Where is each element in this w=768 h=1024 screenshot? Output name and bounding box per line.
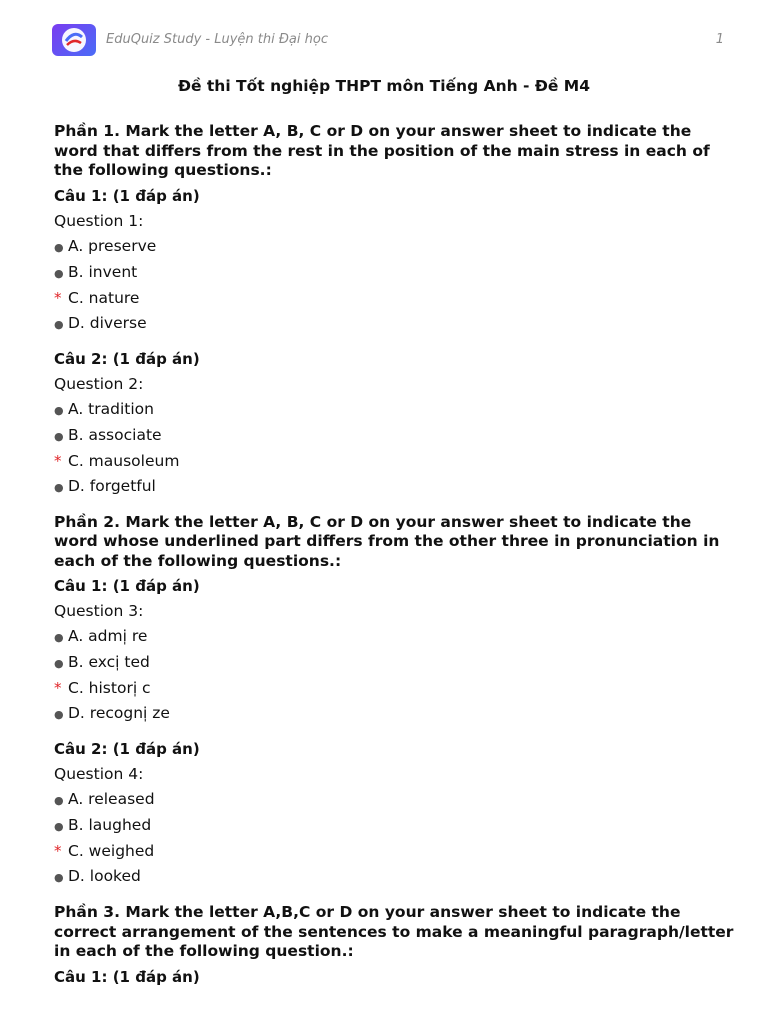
bullet-dot-icon: ● — [54, 708, 64, 721]
option-text: B. exci̩ ted — [68, 653, 150, 671]
spacer — [54, 503, 734, 513]
answer-option[interactable] — [54, 314, 734, 334]
question-text: Question 2: — [54, 374, 144, 393]
section-heading: Phần 2. Mark the letter A, B, C or D on your answer sheet to indicate the word whose underlined part differs from the other three in pronunciation in each of the following questions.: — [54, 512, 720, 570]
answer-option[interactable] — [54, 867, 734, 887]
option-text: C. histori̩ c — [68, 679, 151, 697]
brand-name: EduQuiz Study - Luyện thi Đại học — [106, 32, 328, 47]
correct-answer-star-icon: * — [54, 451, 62, 470]
answer-option[interactable] — [54, 426, 734, 446]
option-text: A. tradition — [68, 399, 154, 418]
bullet-dot-icon: ● — [54, 266, 64, 280]
question-label: Câu 2: (1 đáp án) — [54, 349, 200, 368]
bullet-dot-icon: ● — [54, 240, 64, 254]
answer-option[interactable] — [54, 653, 734, 673]
correct-answer-star-icon: * — [54, 679, 62, 697]
question-label: Câu 2: (1 đáp án) — [54, 740, 200, 758]
option-text: B. laughed — [68, 816, 152, 834]
answer-option[interactable] — [54, 790, 734, 810]
bullet-dot-icon: ● — [54, 871, 64, 884]
bullet-dot-icon: ● — [54, 429, 64, 443]
question-label: Câu 1: (1 đáp án) — [54, 967, 200, 986]
bullet-dot-icon: ● — [54, 657, 64, 670]
page-title: Đề thi Tốt nghiệp THPT môn Tiếng Anh - Đề M4 — [178, 77, 590, 95]
question-text: Question 4: — [54, 765, 144, 783]
spacer — [54, 893, 734, 903]
answer-option[interactable] — [54, 704, 734, 724]
question-text: Question 1: — [54, 211, 144, 230]
option-text: A. preserve — [68, 236, 157, 255]
answer-option[interactable] — [54, 452, 734, 471]
option-text: C. weighed — [68, 842, 155, 860]
answer-option[interactable] — [54, 842, 734, 861]
option-text: D. forgetful — [68, 476, 156, 495]
answer-option[interactable] — [54, 263, 734, 283]
option-text: C. nature — [68, 288, 140, 307]
answer-option[interactable] — [54, 289, 734, 308]
answer-option[interactable] — [54, 627, 734, 647]
answer-option[interactable] — [54, 816, 734, 836]
answer-option[interactable] — [54, 237, 734, 257]
question-text: Question 3: — [54, 602, 144, 620]
spacer — [54, 730, 734, 740]
correct-answer-star-icon: * — [54, 842, 62, 860]
bullet-dot-icon: ● — [54, 794, 64, 807]
answer-option[interactable] — [54, 679, 734, 698]
bullet-dot-icon: ● — [54, 480, 64, 494]
bullet-dot-icon: ● — [54, 820, 64, 833]
question-label: Câu 1: (1 đáp án) — [54, 577, 200, 595]
page-number: 1 — [715, 32, 724, 47]
eduquiz-logo-icon — [52, 24, 96, 56]
bullet-dot-icon: ● — [54, 403, 64, 417]
correct-answer-star-icon: * — [54, 288, 62, 307]
quiz-content — [54, 122, 734, 993]
option-text: B. invent — [68, 262, 138, 281]
question-label: Câu 1: (1 đáp án) — [54, 186, 200, 205]
option-text: C. mausoleum — [68, 451, 180, 470]
option-text: A. released — [68, 790, 155, 808]
option-text: D. diverse — [68, 313, 147, 332]
option-text: D. recogni̩ ze — [68, 704, 170, 722]
option-text: A. admi̩ re — [68, 627, 148, 645]
bullet-dot-icon: ● — [54, 317, 64, 331]
bullet-dot-icon: ● — [54, 631, 64, 644]
section-heading: Phần 3. Mark the letter A,B,C or D on your answer sheet to indicate the correct arrangement of the sentences to make a meaningful paragraph/letter in each of the following question.: — [54, 903, 734, 960]
answer-option[interactable] — [54, 477, 734, 497]
option-text: B. associate — [68, 425, 162, 444]
section-heading: Phần 1. Mark the letter A, B, C or D on your answer sheet to indicate the word that differs from the rest in the position of the main stress in each of the following questions.: — [54, 122, 710, 179]
page-header — [52, 24, 726, 56]
answer-option[interactable] — [54, 400, 734, 420]
option-text: D. looked — [68, 867, 141, 885]
spacer — [54, 340, 734, 350]
